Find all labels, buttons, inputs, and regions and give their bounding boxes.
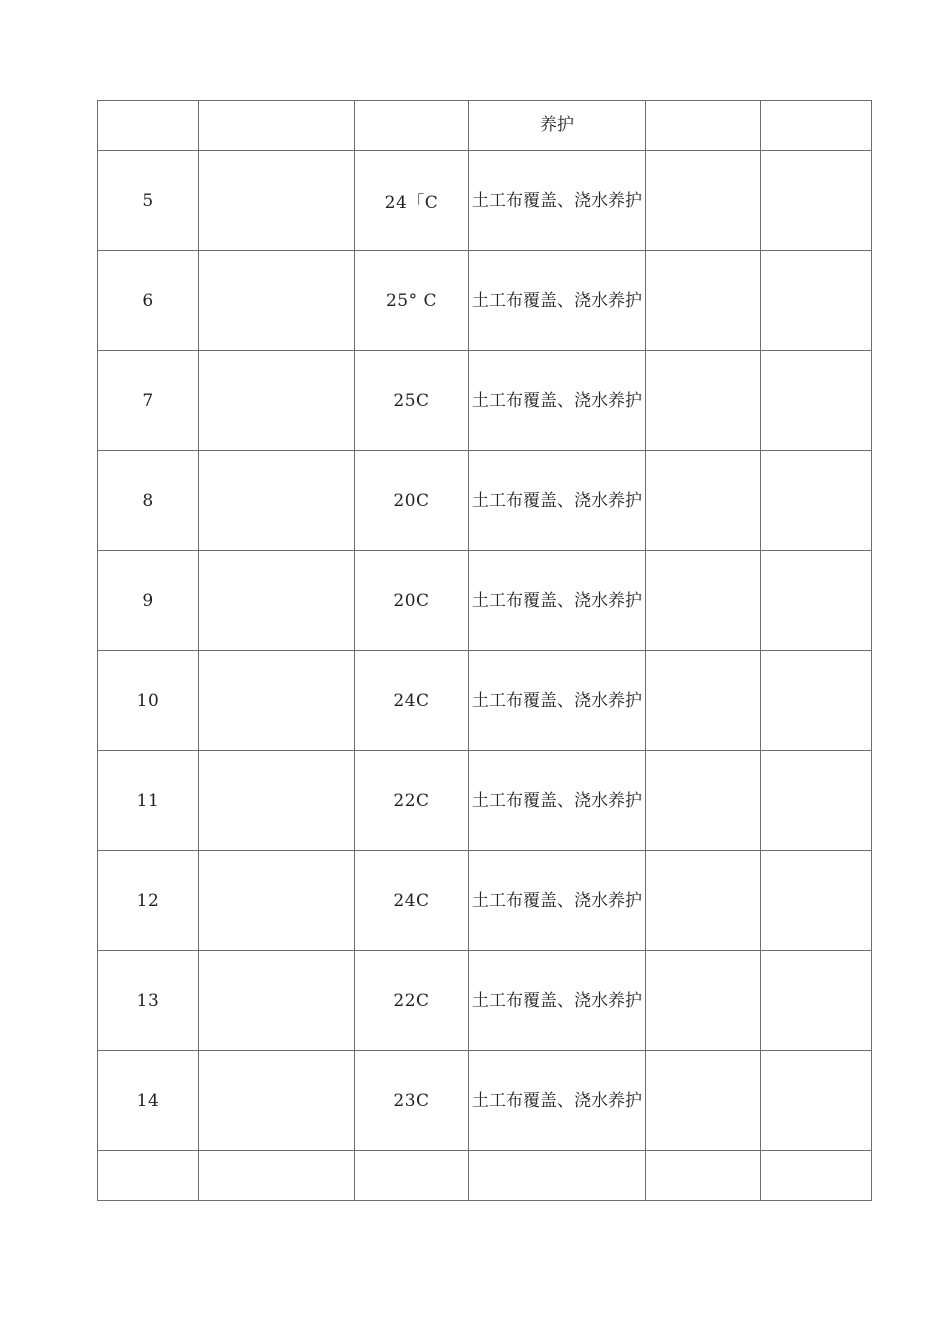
cell-blank-6 (761, 1151, 872, 1201)
cell-no: 11 (98, 751, 199, 851)
table-row (98, 251, 872, 351)
cell-no: 9 (98, 551, 199, 651)
cell-no (98, 1151, 199, 1201)
table-row (98, 551, 872, 651)
cell-no: 10 (98, 651, 199, 751)
cell-blank-5 (646, 1051, 761, 1151)
cell-curing-method: 土工布覆盖、浇水养护 (469, 151, 646, 251)
cell-temperature: 25C (355, 351, 469, 451)
cell-blank-5 (646, 101, 761, 151)
cell-blank-5 (646, 151, 761, 251)
cell-blank-6 (761, 151, 872, 251)
cell-curing-method: 土工布覆盖、浇水养护 (469, 951, 646, 1051)
cell-curing-method: 养护 (469, 101, 646, 151)
cell-blank-6 (761, 351, 872, 451)
cell-blank-5 (646, 351, 761, 451)
cell-curing-method: 土工布覆盖、浇水养护 (469, 851, 646, 951)
cell-date (199, 1151, 355, 1201)
cell-blank-5 (646, 951, 761, 1051)
cell-blank-5 (646, 451, 761, 551)
curing-record-table (97, 100, 872, 1201)
table-row (98, 151, 872, 251)
cell-blank-6 (761, 751, 872, 851)
table-row (98, 1051, 872, 1151)
cell-date (199, 451, 355, 551)
cell-no: 6 (98, 251, 199, 351)
cell-blank-5 (646, 751, 761, 851)
cell-blank-6 (761, 851, 872, 951)
cell-date (199, 651, 355, 751)
table-row (98, 451, 872, 551)
cell-date (199, 151, 355, 251)
cell-temperature: 24C (355, 851, 469, 951)
cell-blank-5 (646, 851, 761, 951)
cell-temperature (355, 1151, 469, 1201)
cell-no: 7 (98, 351, 199, 451)
cell-blank-6 (761, 101, 872, 151)
cell-blank-6 (761, 551, 872, 651)
cell-no (98, 101, 199, 151)
cell-curing-method: 土工布覆盖、浇水养护 (469, 251, 646, 351)
cell-temperature: 24「C (355, 151, 469, 251)
cell-curing-method: 土工布覆盖、浇水养护 (469, 451, 646, 551)
cell-temperature: 25° C (355, 251, 469, 351)
cell-date (199, 851, 355, 951)
cell-curing-method (469, 1151, 646, 1201)
cell-temperature: 24C (355, 651, 469, 751)
table-row-continued (98, 101, 872, 151)
cell-no: 5 (98, 151, 199, 251)
table-row (98, 851, 872, 951)
cell-temperature: 22C (355, 751, 469, 851)
cell-blank-6 (761, 1051, 872, 1151)
cell-no: 8 (98, 451, 199, 551)
table-row (98, 751, 872, 851)
cell-no: 12 (98, 851, 199, 951)
cell-date (199, 251, 355, 351)
cell-date (199, 751, 355, 851)
cell-curing-method: 土工布覆盖、浇水养护 (469, 351, 646, 451)
cell-temperature: 20C (355, 551, 469, 651)
cell-blank-6 (761, 451, 872, 551)
cell-curing-method: 土工布覆盖、浇水养护 (469, 551, 646, 651)
cell-temperature: 20C (355, 451, 469, 551)
cell-blank-5 (646, 551, 761, 651)
cell-temperature: 22C (355, 951, 469, 1051)
cell-temperature: 23C (355, 1051, 469, 1151)
cell-curing-method: 土工布覆盖、浇水养护 (469, 1051, 646, 1151)
cell-no: 14 (98, 1051, 199, 1151)
cell-date (199, 551, 355, 651)
cell-blank-5 (646, 1151, 761, 1201)
cell-date (199, 351, 355, 451)
cell-date (199, 101, 355, 151)
cell-blank-6 (761, 651, 872, 751)
cell-blank-5 (646, 651, 761, 751)
cell-blank-5 (646, 251, 761, 351)
cell-curing-method: 土工布覆盖、浇水养护 (469, 651, 646, 751)
cell-curing-method: 土工布覆盖、浇水养护 (469, 751, 646, 851)
table-row-empty (98, 1151, 872, 1201)
table-row (98, 951, 872, 1051)
cell-date (199, 1051, 355, 1151)
cell-blank-6 (761, 251, 872, 351)
cell-date (199, 951, 355, 1051)
cell-no: 13 (98, 951, 199, 1051)
cell-blank-6 (761, 951, 872, 1051)
cell-temperature (355, 101, 469, 151)
table-row (98, 351, 872, 451)
table-row (98, 651, 872, 751)
